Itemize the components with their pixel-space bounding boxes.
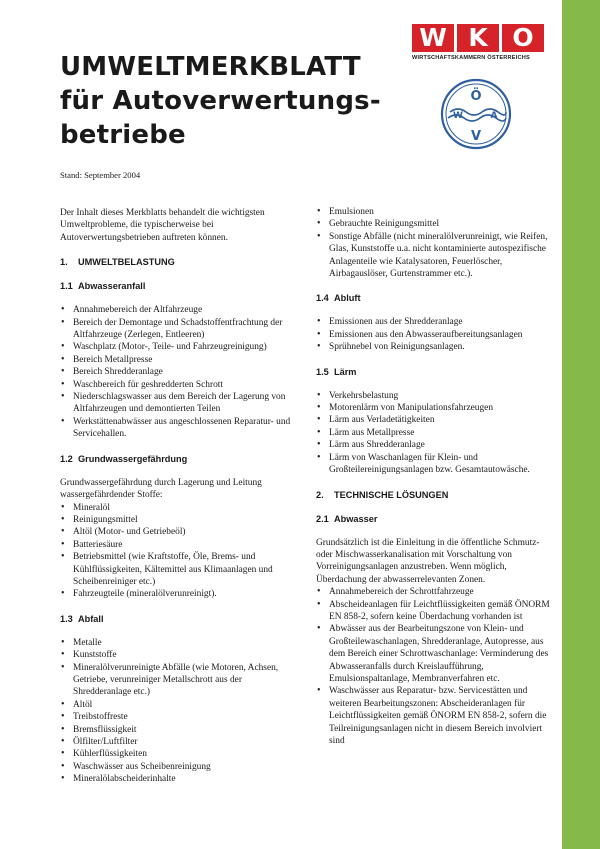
abwasseranfall-list xyxy=(60,304,298,440)
list-item: • Emissionen aus den Abwasseraufbereitungsanlagen xyxy=(316,329,554,341)
list-item: • Mineralölverunreinigte Abfälle (wie Motoren, Achsen, Getriebe, verunreiniger Metallschrott aus der Shredderanlage etc.) xyxy=(60,662,298,699)
abwasser-loesung-list xyxy=(316,586,554,747)
list-item: • Waschwässer aus Scheibenreinigung xyxy=(60,761,298,773)
list-item: • Lärm von Waschanlagen für Klein- und Großteilereinigungsanlagen bzw. Gesamtautowäsche. xyxy=(316,452,554,477)
stand-date: Stand: September 2004 xyxy=(60,170,141,180)
list-item: • Mineralöl xyxy=(60,502,298,514)
list-item: • Altöl (Motor- und Getriebeöl) xyxy=(60,526,298,538)
grundwasser-list xyxy=(60,502,298,601)
list-item: • Annahmebereich der Schrottfahrzeuge xyxy=(316,586,554,598)
abfall-list xyxy=(60,637,298,786)
section-2-1-heading: 2.1 Abwasser xyxy=(316,513,378,524)
list-item: • Mineralölabscheiderinhalte xyxy=(60,773,298,785)
wko-letter-k: K xyxy=(457,24,499,52)
list-item: • Kunststoffe xyxy=(60,649,298,661)
list-item: • Motorenlärm von Manipulationsfahrzeugen xyxy=(316,402,554,414)
abfall-list-continued xyxy=(316,206,554,280)
page-title xyxy=(60,50,390,152)
list-item: • Lärm aus Metallpresse xyxy=(316,427,554,439)
list-item: • Emulsionen xyxy=(316,206,554,218)
seal-letter-2: W xyxy=(453,111,463,121)
list-item: • Treibstoffreste xyxy=(60,711,298,723)
list-item: • Bereich der Demontage und Schadstoffentfrachtung der Altfahrzeuge (Zerlegen, Entleeren) xyxy=(60,317,298,342)
list-item: • Altöl xyxy=(60,699,298,711)
section-1-5-heading: 1.5 Lärm xyxy=(316,366,357,377)
list-item: • Gebrauchte Reinigungsmittel xyxy=(316,218,554,230)
list-item: • Werkstättenabwässer aus angeschlossenen Reparatur- und Servicehallen. xyxy=(60,416,298,441)
title-line-1: UMWELTMERKBLATT xyxy=(60,52,361,82)
seal-letter-3: A xyxy=(490,111,498,121)
wko-logo xyxy=(412,24,544,61)
left-column xyxy=(60,207,298,786)
seal-letter-4: V xyxy=(470,129,482,144)
list-item: • Sonstige Abfälle (nicht mineralölverunreinigt, wie Reifen, Glas, Kunststoffe u.a. nicht kontaminierte autospezifische Anlagenteile wie Katalysatoren, Feuerlöscher, Airbagauslöser, Gurtenstrammer etc.). xyxy=(316,231,554,281)
wko-letter-o: O xyxy=(502,24,544,52)
list-item: • Waschplatz (Motor-, Teile- und Fahrzeugreinigung) xyxy=(60,341,298,353)
list-item: • Fahrzeugteile (mineralölverunreinigt). xyxy=(60,588,298,600)
right-column xyxy=(316,206,554,747)
list-item: • Batteriesäure xyxy=(60,539,298,551)
list-item: • Waschwässer aus Reparatur- bzw. Servicestätten und weiteren Bearbeitungszonen: Abscheideranlagen für Leichtflüssigkeiten gemäß ÖNORM EN 858-2, sofern die Teilreinigungsanlagen nicht in diesem Bereich involviert sind xyxy=(316,685,554,747)
intro-text: Der Inhalt dieses Merkblatts behandelt die wichtigsten Umweltprobleme, die typischerweise bei Autoverwertungsbetrieben auftreten können. xyxy=(60,208,265,243)
wko-letter-w: W xyxy=(412,24,454,52)
abluft-list xyxy=(316,316,554,353)
oewav-seal-icon xyxy=(440,78,512,150)
title-line-3: betriebe xyxy=(60,120,186,150)
list-item: • Lärm aus Shredderanlage xyxy=(316,439,554,451)
list-item: • Betriebsmittel (wie Kraftstoffe, Öle, Brems- und Kühlflüssigkeiten, Kältemittel aus Klimaanlagen und Scheibenreiniger etc.) xyxy=(60,551,298,588)
list-item: • Ölfilter/Luftfilter xyxy=(60,736,298,748)
laerm-list xyxy=(316,390,554,477)
section-1-4-heading: 1.4 Abluft xyxy=(316,293,361,304)
list-item: • Niederschlagswasser aus dem Bereich der Lagerung von Altfahrzeugen und demontierten Teilen xyxy=(60,391,298,416)
list-item: • Abscheideanlagen für Leichtflüssigkeiten gemäß ÖNORM EN 858-2, sofern keine Überdachung vorhanden ist xyxy=(316,599,554,624)
wko-subtitle: WIRTSCHAFTSKAMMERN ÖSTERREICHS xyxy=(412,55,530,61)
section-1-2-heading: 1.2 Grundwassergefährdung xyxy=(60,453,188,464)
list-item: • Verkehrsbelastung xyxy=(316,390,554,402)
list-item: • Abwässer aus der Bearbeitungszone von Klein- und Großteilewaschanlagen, Shredderanlage, Autopresse, aus dem Bereich einer Schrottwaschanlage: Verminderung des Abwasseranfalls durch Kreislaufführung, Emulsionspaltanlage, Membranverfahren etc. xyxy=(316,623,554,685)
abwasser-loesung-text: Grundsätzlich ist die Einleitung in die öffentliche Schmutz- oder Mischwasserkanalisation mit Vorschaltung von Vorreinigungsanlagen anzustreben. Wenn möglich, Überdachung der abwasserrelevanten Zonen. xyxy=(316,537,540,585)
section-1-heading: 1. UMWELTBELASTUNG xyxy=(60,257,175,268)
list-item: • Reinigungsmittel xyxy=(60,514,298,526)
list-item: • Sprühnebel von Reinigungsanlagen. xyxy=(316,341,554,353)
section-1-3-heading: 1.3 Abfall xyxy=(60,613,104,624)
green-side-bar xyxy=(562,0,600,849)
section-1-1-heading: 1.1 Abwasseranfall xyxy=(60,281,146,292)
list-item: • Waschbereich für geshredderten Schrott xyxy=(60,379,298,391)
seal-letter-1: Ö xyxy=(470,89,482,104)
grundwasser-text: Grundwassergefährdung durch Lagerung und Leitung wassergefährdender Stoffe: xyxy=(60,477,262,501)
list-item: • Bereich Shredderanlage xyxy=(60,366,298,378)
list-item: • Kühlerflüssigkeiten xyxy=(60,748,298,760)
section-2-heading: 2. TECHNISCHE LÖSUNGEN xyxy=(316,489,449,500)
list-item: • Metalle xyxy=(60,637,298,649)
list-item: • Bereich Metallpresse xyxy=(60,354,298,366)
list-item: • Annahmebereich der Altfahrzeuge xyxy=(60,304,298,316)
title-line-2: für Autoverwertungs- xyxy=(60,86,381,116)
list-item: • Bremsflüssigkeit xyxy=(60,724,298,736)
list-item: • Lärm aus Verladetätigkeiten xyxy=(316,414,554,426)
list-item: • Emissionen aus der Shredderanlage xyxy=(316,316,554,328)
